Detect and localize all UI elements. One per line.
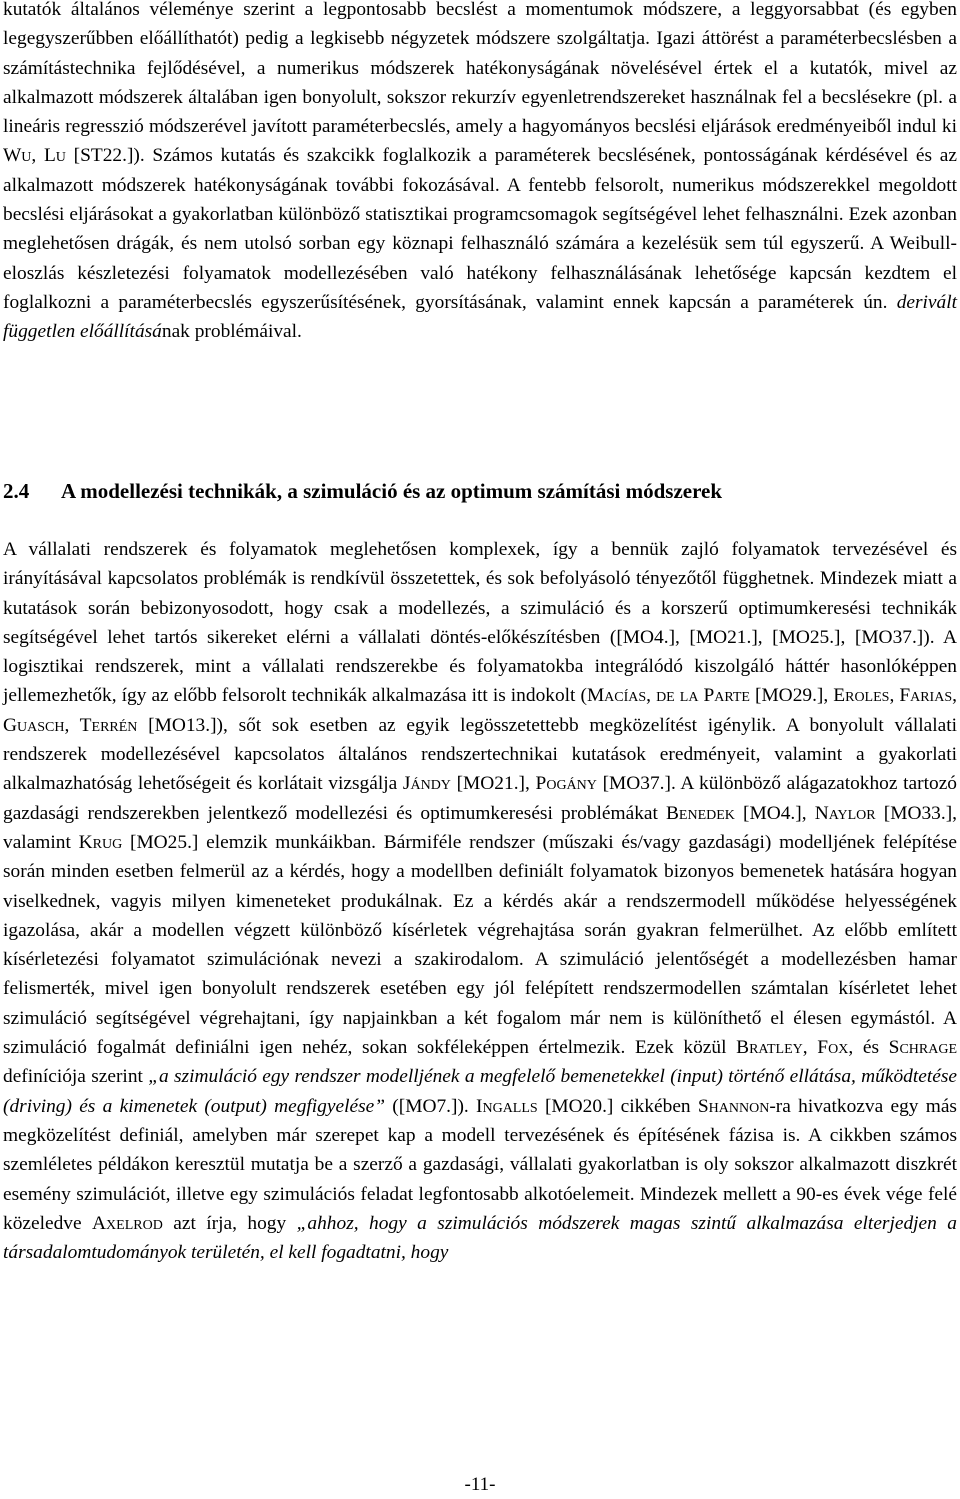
text-run: A vállalati rendszerek és folyamatok meglehetősen komplexek, így a bennük zajló folyamatok tervezésével és irányításával kapcsolatos problémák is rendkívül összetettek, és sok befolyásoló tényezőtől függhetnek. Mindezek miatt a kutatások során bebizonyosodott, hogy csak a modellezés, a szimuláció és a korszerű optimumkeresési technikák segítségével lehet tartós sikereket elérni a vállalati döntés-előkészítésben ([MO4.], [MO21.], [MO25.], [MO37.]). A logisztikai rendszerek, mint a vállalati rendszerekbe és folyamatokba integrálódó kiszolgáló háttér hasonlóképpen jellemezhetők, így az előbb felsorolt technikák alkalmazása itt is indokolt (: [3, 539, 957, 707]
author-name: Krug: [78, 831, 123, 853]
emphasis-text: derivált független előállításá: [3, 291, 957, 343]
author-name: Eroles, Farias, Guasch, Terrén: [3, 685, 957, 736]
text-run: nak problémáival.: [161, 321, 302, 343]
text-run: [MO20.] cikkében: [537, 1095, 698, 1117]
author-name: Macías, de la Parte: [586, 685, 750, 707]
text-run: [MO25.] elemzik munkáikban. Bármiféle rendszer (műszaki és/vagy gazdasági) modelljének felépítése során minden esetben felmerül az a kérdés, hogy a modellben definiált folyamatok bizonyos bemenetek hatására hogyan viselkednek, vagyis milyen kimeneteket produkálnak. Ez a kérdés akár a rendszermodell működése helyességének igazolása, akár a modellen végzett különböző kísérletek végrehajtása során gyakran felmerülhet. Az előbb említett kísérletezési folyamatot szimulációnak nevezi a szakirodalom. A szimuláció jelentőségét a modellezésben hamar felismerték, mivel igen bonyolult rendszerek esetében egy jól felépített rendszermodellen számtalan kísérletet lehet szimuláció segítségével végrehajtani, így napjainkban a két fogalom már nem is különíthető el élesen egymástól. A szimuláció fogalmát definiálni igen nehéz, sokan sokféleképpen értelmezik. Ezek közül: [3, 831, 957, 1059]
intro-paragraph: [3, 0, 957, 347]
text-run: , és: [848, 1037, 889, 1059]
body-paragraph: [3, 535, 957, 1267]
text-run: ,: [802, 1037, 818, 1059]
text-run: [MO29.],: [749, 685, 834, 707]
section-title: A modellezési technikák, a szimuláció és az optimum számítási módszerek: [61, 479, 723, 503]
quoted-statement: „ahhoz, hogy a szimulációs módszerek magas szintű alkalmazása elterjedjen a társadalomtudományok területén, el kell fogadtatni, hogy: [3, 1212, 957, 1264]
text-run: [ST22.]). Számos kutatás és szakcikk foglalkozik a paraméterek becslésének, pontosságának kérdésével és az alkalmazott módszerek hatékonyságának további fokozásával. A fentebb felsorolt, numerikus módszerekkel megoldott becslési eljárásokat a gyakorlatban különböző statisztikai programcsomagok segítségével lehet felhasználni. Ezek azonban meglehetősen drágák, és nem utolsó sorban egy köznapi felhasználó számára a kezelésük sem túl egyszerű. A Weibull-eloszlás készletezési folyamatok modellezésében való hatékony felhasználásának lehetősége kapcsán kezdtem el foglalkozni a paraméterbecslés egyszerűsítésének, gyorsításának, valamint ennek kapcsán a paraméterek ún.: [3, 145, 957, 313]
section-number: 2.4: [3, 479, 30, 503]
text-run: azt írja, hogy: [162, 1212, 297, 1234]
text-run: -ra hivatkozva egy más megközelítést definiál, amelyben már szerepet kap a modell tervezésének és építésének fázisa is. A cikkben számos szemléletes példákon keresztül mutatja be a szerző a gazdasági, vállalati gyakorlatban is oly sokszor alkalmazott diszkrét esemény szimulációt, illetve egy szimulációs feladat legfontosabb alkotóelemeit. Mindezek mellett a 90-es évek vége felé közeledve: [3, 1095, 957, 1234]
text-run: [MO4.],: [734, 802, 815, 824]
author-name: Wu, Lu: [3, 145, 66, 167]
section-heading: [3, 476, 957, 506]
text-run: ([MO7.]).: [385, 1095, 477, 1117]
page-number: -11-: [464, 1474, 496, 1495]
text-run: [MO13.]), sőt sok esetben az egyik legösszetettebb megközelítést igénylik. A bonyolult vállalati rendszerek modellezésével kapcsolatos általános rendszertechnikai kutatások eredményeit, valamint a gyakorlati alkalmazhatóság lehetőségeit és korlátait vizsgálja: [3, 714, 957, 795]
author-name: Pogány: [535, 773, 597, 795]
author-name: Fox: [817, 1037, 849, 1059]
author-name: Axelrod: [92, 1212, 163, 1234]
text-run: [MO21.],: [450, 773, 536, 795]
quoted-definition: „a szimuláció egy rendszer modelljének a megfelelő bemenetekkel (input) történő ellátása, működtetése (driving) és a kimenetek (output) megfigyelése”: [3, 1066, 958, 1117]
author-name: Ingalls: [476, 1095, 538, 1117]
text-run: kutatók általános véleménye szerint a legpontosabb becslést a momentumok módszere, a leggyorsabbat (és egyben legegyszerűbben előállíthatót) pedig a legkisebb négyzetek módszere szolgáltatja. Igazi áttörést a paraméterbecslésben a számítástechnika fejlődésével, a numerikus módszerek hatékonyságának növelésével értek el a kutatók, mivel az alkalmazott módszerek általában igen bonyolult, sokszor rekurzív egyenletrendszereket használnak fel a becslésekre (pl. a lineáris regresszió módszerével javított paraméterbecslés, amely a hagyományos becslési eljárások eredményeiből indul ki: [3, 0, 957, 138]
author-name: Naylor: [814, 802, 876, 824]
document-page: [3, 0, 957, 1499]
author-name: Jándy: [402, 773, 451, 795]
author-name: Bratley: [736, 1037, 803, 1059]
author-name: Benedek: [666, 802, 735, 824]
author-name: Shannon: [697, 1095, 770, 1117]
text-run: definíciója szerint: [3, 1066, 149, 1088]
author-name: Schrage: [888, 1037, 958, 1059]
text-run: [MO37.]. A különböző alágazatokhoz tartozó gazdasági rendszerekben jelentkező modellezési és optimumkeresési problémákat: [3, 773, 957, 824]
text-run: [MO33.], valamint: [3, 802, 957, 853]
